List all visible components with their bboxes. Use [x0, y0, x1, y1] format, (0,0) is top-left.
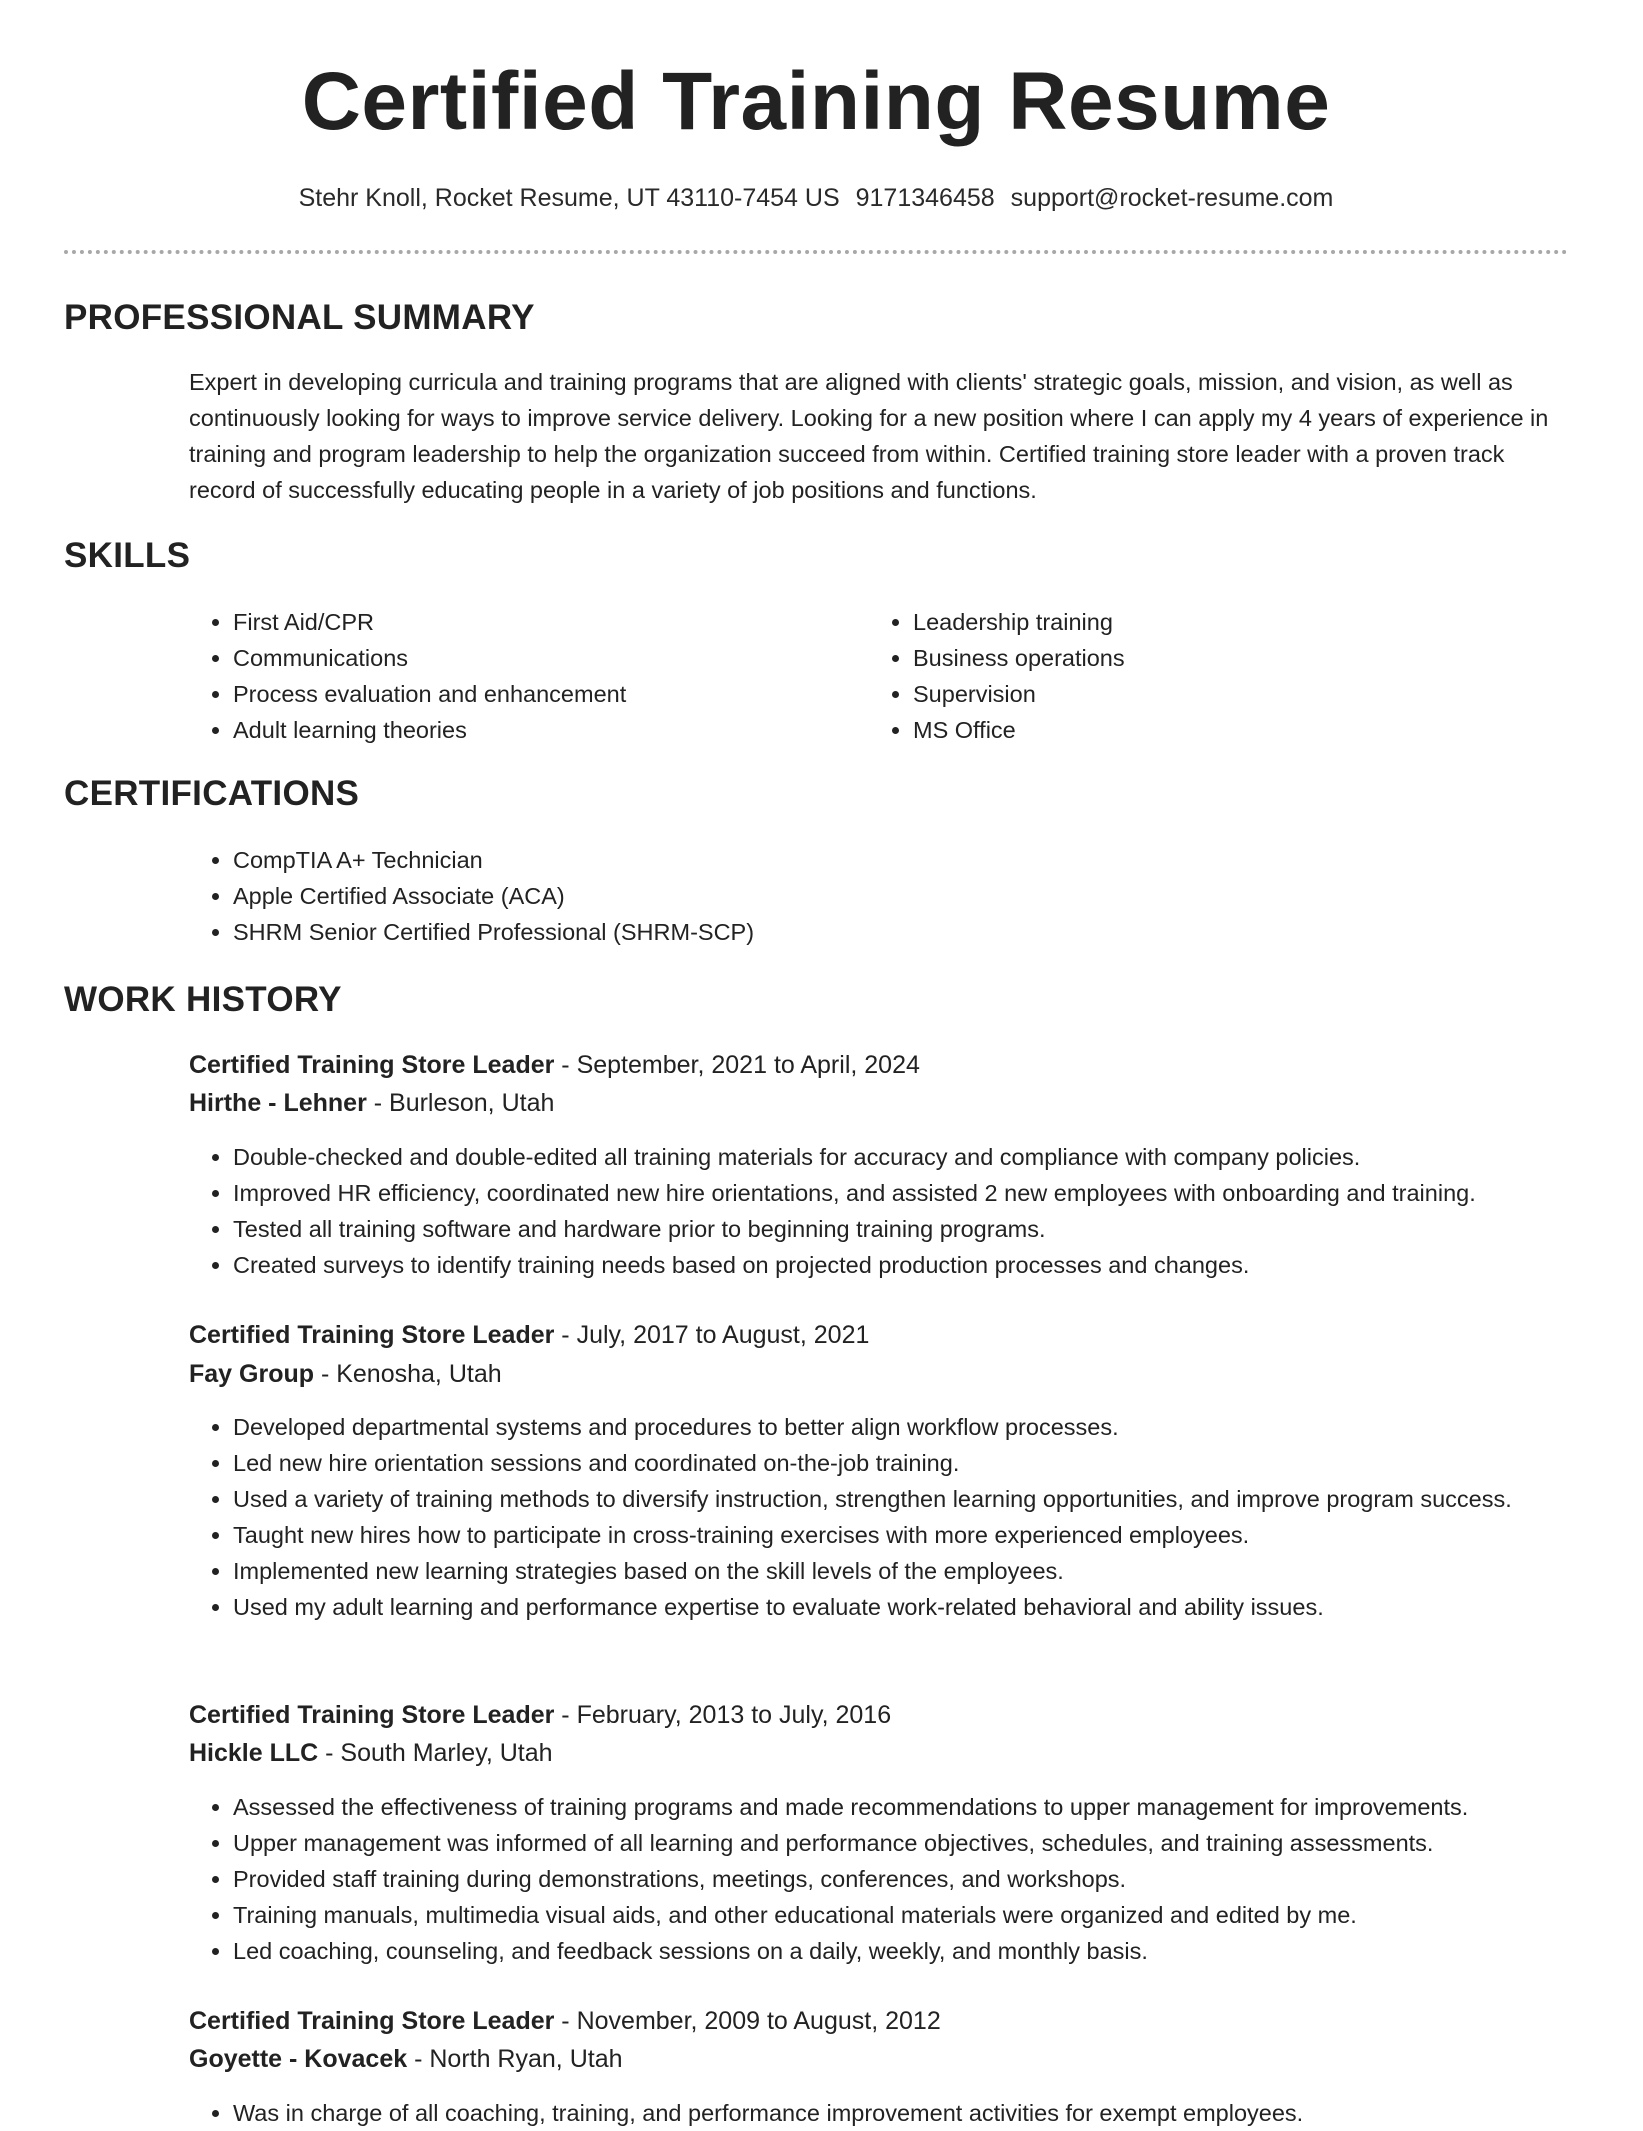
job-location: - South Marley, Utah — [318, 1739, 553, 1767]
job-bullets — [189, 1139, 1633, 1283]
job-company: Goyette - Kovacek — [189, 2045, 408, 2073]
job-location: - Burleson, Utah — [366, 1089, 555, 1117]
job-bullet: • Created surveys to identify training needs based on projected production processes and changes. — [233, 1247, 1633, 1283]
job-company-line — [189, 2040, 623, 2078]
job-bullet: • Implemented new learning strategies based on the skill levels of the employees. — [233, 1553, 1573, 1589]
job-bullet: • Used a variety of training methods to diversify instruction, strengthen learning opportunities, and improve program success. — [233, 1481, 1573, 1517]
job-bullet: • Training manuals, multimedia visual aids, and other educational materials were organized and edited by me. — [233, 1897, 1643, 1933]
job-company: Hickle LLC — [189, 1739, 319, 1767]
job-dates: - July, 2017 to August, 2021 — [554, 1321, 870, 1349]
summary-text: Expert in developing curricula and training programs that are aligned with clients' strategic goals, mission, and vision, as well as continuously looking for ways to improve service delivery. Looking for a new position where I can apply my 4 years of experience in training and program leadership to help the organization succeed from within. Certified training store leader with a proven track record of successfully educating people in a variety of job positions and functions. — [189, 369, 1549, 503]
job-title: Certified Training Store Leader — [189, 1701, 555, 1729]
job-company-line — [189, 1734, 553, 1772]
certifications-list — [189, 842, 1533, 950]
job-bullet: • Led new hire orientation sessions and coordinated on-the-job training. — [233, 1445, 1573, 1481]
job-bullet: • Assessed the effectiveness of training programs and made recommendations to upper management for improvements. — [233, 1789, 1643, 1825]
header-divider — [64, 250, 1568, 254]
job-bullet: • Led coaching, counseling, and feedback sessions on a daily, weekly, and monthly basis. — [233, 1933, 1643, 1969]
summary-heading: PROFESSIONAL SUMMARY — [64, 298, 535, 337]
skill-item: • Adult learning theories — [233, 712, 853, 748]
job-bullet: • Double-checked and double-edited all training materials for accuracy and compliance with company policies. — [233, 1139, 1633, 1175]
job-title: Certified Training Store Leader — [189, 1321, 555, 1349]
job-company-line — [189, 1355, 502, 1393]
job-bullet: • Was in charge of all coaching, training, and performance improvement activities for exempt employees. — [233, 2095, 1633, 2131]
skill-item: • Communications — [233, 640, 853, 676]
certification-item: • CompTIA A+ Technician — [233, 842, 1533, 878]
job-bullet: • Used my adult learning and performance expertise to evaluate work-related behavioral and ability issues. — [233, 1589, 1573, 1625]
certifications-heading: CERTIFICATIONS — [64, 774, 360, 813]
job-bullet: • Provided staff training during demonstrations, meetings, conferences, and workshops. — [233, 1861, 1643, 1897]
certification-item: • Apple Certified Associate (ACA) — [233, 878, 1533, 914]
job-location: - North Ryan, Utah — [407, 2045, 623, 2073]
job-bullets — [189, 1789, 1643, 1969]
job-bullet: • Taught new hires how to participate in cross-training exercises with more experienced employees. — [233, 1517, 1573, 1553]
skill-item: • Leadership training — [913, 604, 1533, 640]
job-title: Certified Training Store Leader — [189, 1051, 555, 1079]
job-company: Fay Group — [189, 1360, 315, 1388]
contact-line — [0, 180, 1632, 216]
job-title-line — [189, 1696, 891, 1734]
work-history-heading: WORK HISTORY — [64, 980, 342, 1019]
skill-item: • First Aid/CPR — [233, 604, 853, 640]
skills-list-left — [189, 604, 853, 748]
job-dates: - September, 2021 to April, 2024 — [554, 1051, 920, 1079]
skills-heading: SKILLS — [64, 536, 191, 575]
certification-item: • SHRM Senior Certified Professional (SHRM-SCP) — [233, 914, 1533, 950]
job-title: Certified Training Store Leader — [189, 2007, 555, 2035]
contact-address: Stehr Knoll, Rocket Resume, UT 43110-7454 US — [298, 184, 840, 212]
job-bullet: • Developed departmental systems and procedures to better align workflow processes. — [233, 1409, 1573, 1445]
job-company-line — [189, 1084, 554, 1122]
skills-list-right — [869, 604, 1533, 748]
job-dates: - February, 2013 to July, 2016 — [554, 1701, 892, 1729]
job-location: - Kenosha, Utah — [314, 1360, 502, 1388]
job-dates: - November, 2009 to August, 2012 — [554, 2007, 941, 2035]
job-bullet: • Improved HR efficiency, coordinated new hire orientations, and assisted 2 new employees with onboarding and training. — [233, 1175, 1633, 1211]
job-title-line — [189, 1046, 920, 1084]
job-title-line — [189, 2002, 941, 2040]
skill-item: • Supervision — [913, 676, 1533, 712]
job-company: Hirthe - Lehner — [189, 1089, 367, 1117]
job-title-line — [189, 1316, 869, 1354]
skill-item: • MS Office — [913, 712, 1533, 748]
job-bullet: • Upper management was informed of all learning and performance objectives, schedules, and training assessments. — [233, 1825, 1643, 1861]
skill-item: • Process evaluation and enhancement — [233, 676, 853, 712]
job-bullets — [189, 2095, 1633, 2131]
job-bullet: • Tested all training software and hardware prior to beginning training programs. — [233, 1211, 1633, 1247]
contact-email: support@rocket-resume.com — [1010, 184, 1334, 212]
skill-item: • Business operations — [913, 640, 1533, 676]
job-bullets — [189, 1409, 1573, 1625]
contact-phone: 9171346458 — [855, 184, 995, 212]
resume-title: Certified Training Resume — [301, 56, 1331, 147]
